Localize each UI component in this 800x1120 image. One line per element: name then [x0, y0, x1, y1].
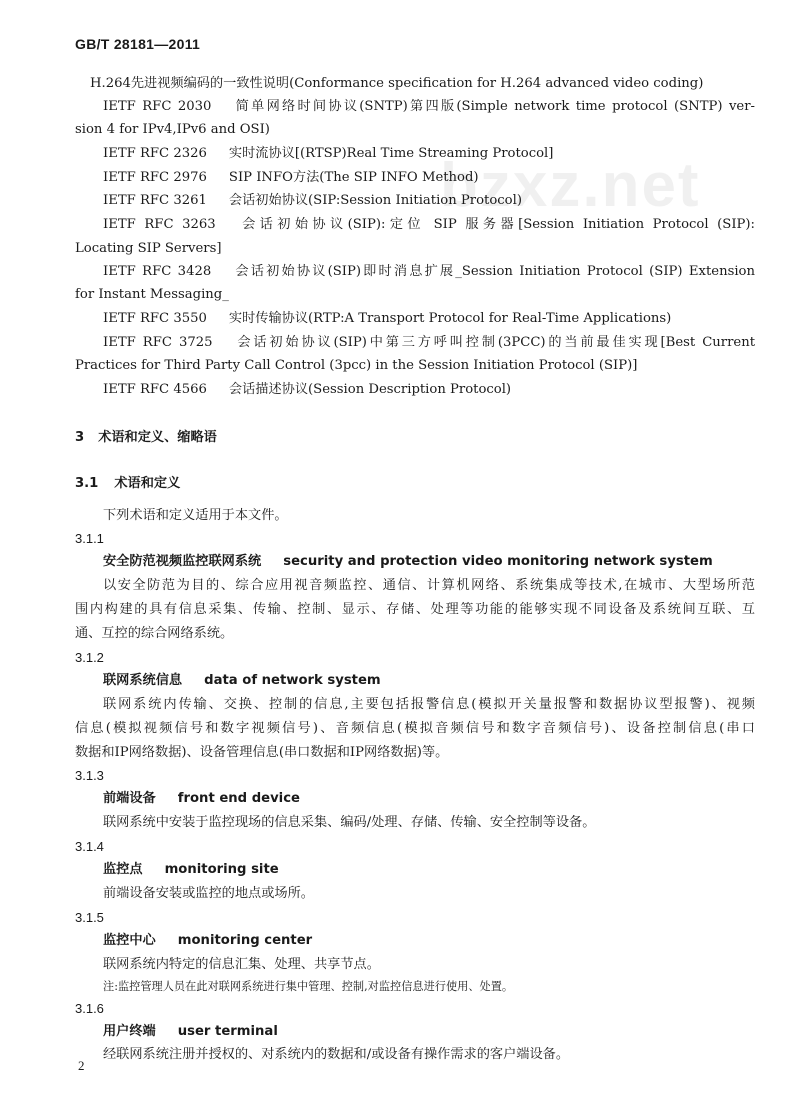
section-title: 术语和定义	[114, 476, 181, 491]
term-heading	[103, 790, 755, 808]
term-en: front end device	[177, 791, 300, 806]
ref-code: IETF RFC 3263	[103, 217, 216, 232]
term-definition: 围内构建的具有信息采集、传输、控制、显示、存储、处理等功能的能够实现不同设备及系统间互联、互	[75, 602, 755, 617]
term-heading	[103, 553, 755, 571]
term-definition: 联网系统内传输、交换、控制的信息,主要包括报警信息(模拟开关量报警和数据协议型报警)、视频	[103, 697, 755, 712]
term-number: 3.1.4	[75, 839, 104, 854]
ref-item: H.264先进视频编码的一致性说明(Conformance specification for H.264 advanced video coding)	[90, 76, 704, 91]
term-heading	[103, 672, 755, 690]
term-number: 3.1.5	[75, 910, 104, 925]
term-number: 3.1.3	[75, 768, 104, 783]
term-definition: 经联网系统注册并授权的、对系统内的数据和/或设备有操作需求的客户端设备。	[103, 1047, 570, 1062]
ref-title: 会话初始协议(SIP:Session Initiation Protocol)	[228, 193, 522, 208]
term-number: 3.1.2	[75, 650, 104, 665]
ref-code: IETF RFC 2326	[103, 146, 207, 161]
term-definition: 通、互控的综合网络系统。	[75, 626, 234, 641]
section-heading	[75, 429, 755, 447]
term-number: 3.1.6	[75, 1001, 104, 1016]
term-en: monitoring site	[164, 862, 279, 877]
term-number: 3.1.1	[75, 531, 104, 546]
term-zh: 监控中心	[103, 933, 156, 948]
term-definition: 信息(模拟视频信号和数字视频信号)、音频信息(模拟音频信号和数字音频信号)、设备控制信息(串口	[75, 721, 755, 736]
subsection-heading	[75, 475, 755, 493]
term-heading	[103, 932, 755, 950]
term-en: monitoring center	[177, 933, 313, 948]
term-definition: 数据和IP网络数据)、设备管理信息(串口数据和IP网络数据)等。	[75, 745, 449, 760]
ref-code: IETF RFC 3261	[103, 193, 207, 208]
page-number: 2	[78, 1058, 85, 1073]
standard-number-header: GB/T 28181—2011	[75, 36, 201, 52]
term-zh: 用户终端	[103, 1024, 156, 1039]
ref-code: IETF RFC 4566	[103, 382, 207, 397]
ref-item	[103, 216, 755, 234]
term-zh: 联网系统信息	[103, 673, 183, 688]
ref-item	[103, 98, 755, 116]
ref-item	[103, 192, 755, 210]
ref-code: IETF RFC 3428	[103, 264, 212, 279]
term-zh: 安全防范视频监控联网系统	[103, 554, 262, 569]
ref-item-cont: Locating SIP Servers]	[75, 241, 222, 256]
ref-title: 会话描述协议(Session Description Protocol)	[228, 382, 512, 397]
section-number: 3	[75, 430, 85, 445]
ref-item	[103, 334, 755, 352]
watermark: bzxz.net	[440, 151, 701, 220]
term-en: security and protection video monitoring network system	[283, 554, 713, 569]
ref-code: IETF RFC 3725	[103, 335, 213, 350]
term-heading	[103, 861, 755, 879]
ref-title: 简单网络时间协议(SNTP)第四版(Simple network time protocol (SNTP) ver-	[233, 99, 755, 114]
ref-item	[103, 310, 755, 328]
term-zh: 前端设备	[103, 791, 156, 806]
ref-item	[103, 381, 755, 399]
term-zh: 监控点	[103, 862, 143, 877]
ref-title: 实时流协议[(RTSP)Real Time Streaming Protocol]	[228, 146, 554, 161]
section-number: 3.1	[75, 476, 99, 491]
ref-title: SIP INFO方法(The SIP INFO Method)	[228, 170, 479, 185]
term-definition: 联网系统中安装于监控现场的信息采集、编码/处理、存储、传输、安全控制等设备。	[103, 815, 596, 830]
intro-text: 下列术语和定义适用于本文件。	[103, 508, 288, 523]
ref-item	[103, 263, 755, 281]
ref-item-cont: sion 4 for IPv4,IPv6 and OSI)	[75, 122, 270, 137]
ref-code: IETF RFC 3550	[103, 311, 207, 326]
term-definition: 联网系统内特定的信息汇集、处理、共享节点。	[103, 957, 380, 972]
term-note: 注:监控管理人员在此对联网系统进行集中管理、控制,对监控信息进行使用、处置。	[103, 980, 514, 993]
ref-title: 会话初始协议(SIP):定位 SIP 服务器[Session Initiation Protocol (SIP):	[237, 217, 756, 232]
ref-item-cont: Practices for Third Party Call Control (3pcc) in the Session Initiation Protocol (SIP)]	[75, 358, 638, 373]
ref-item	[103, 145, 755, 163]
ref-code: IETF RFC 2976	[103, 170, 207, 185]
ref-title: 会话初始协议(SIP)中第三方呼叫控制(3PCC)的当前最佳实现[Best Current	[234, 335, 756, 350]
term-definition: 前端设备安装或监控的地点或场所。	[103, 886, 314, 901]
ref-title: 会话初始协议(SIP)即时消息扩展_Session Initiation Protocol (SIP) Extension	[233, 264, 755, 279]
ref-item-cont: for Instant Messaging_	[75, 287, 229, 302]
term-en: user terminal	[177, 1024, 278, 1039]
ref-item	[103, 169, 755, 187]
term-heading	[103, 1023, 755, 1041]
term-en: data of network system	[204, 673, 381, 688]
ref-title: 实时传输协议(RTP:A Transport Protocol for Real-Time Applications)	[228, 311, 672, 326]
term-definition: 以安全防范为目的、综合应用视音频监控、通信、计算机网络、系统集成等技术,在城市、大型场所范	[103, 578, 755, 593]
section-title: 术语和定义、缩略语	[98, 430, 217, 445]
ref-code: IETF RFC 2030	[103, 99, 212, 114]
